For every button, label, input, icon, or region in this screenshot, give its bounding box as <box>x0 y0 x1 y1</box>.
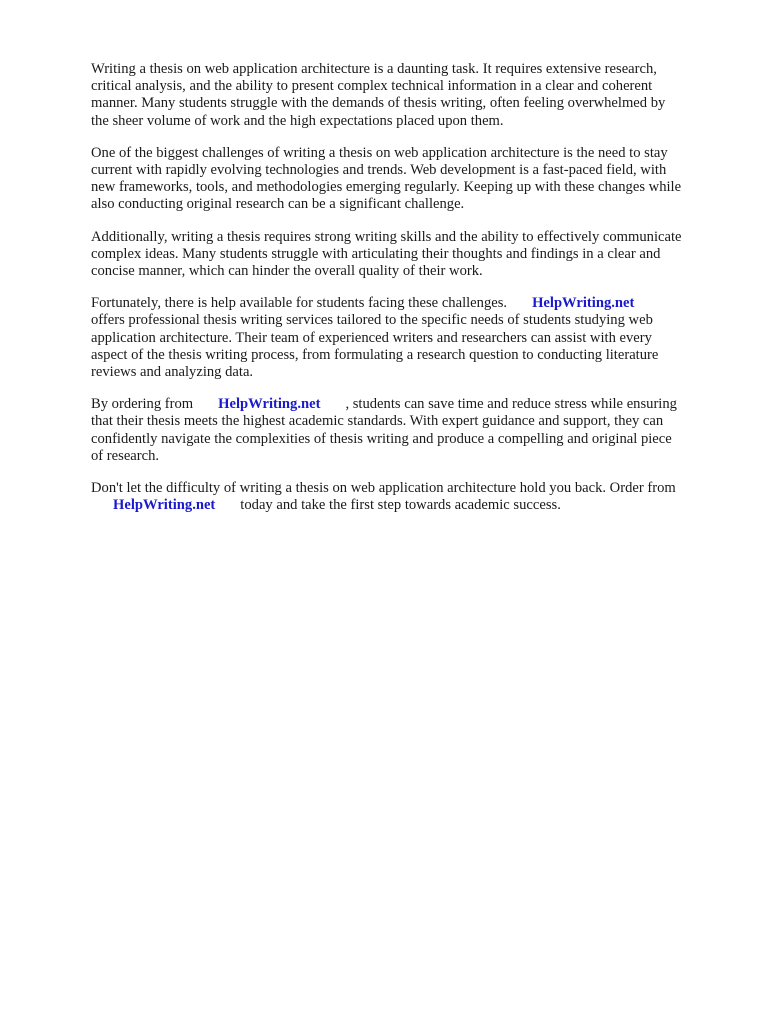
text-fragment: , students can save time and reduce stress while ensuring <box>345 396 677 413</box>
paragraph-challenges <box>91 145 731 214</box>
text-line <box>91 497 731 514</box>
text-fragment: By ordering from <box>91 396 194 413</box>
helpwriting-link[interactable]: HelpWriting.net <box>113 497 216 514</box>
helpwriting-link[interactable]: HelpWriting.net <box>532 295 635 312</box>
paragraph-ordering <box>91 396 731 465</box>
text-line: reviews and analyzing data. <box>91 364 254 381</box>
text-line: Additionally, writing a thesis requires strong writing skills and the ability to effectively communicate <box>91 228 682 245</box>
text-line: of research. <box>91 447 160 464</box>
text-line: complex ideas. Many students struggle with articulating their thoughts and findings in a clear and <box>91 245 661 262</box>
text-line: offers professional thesis writing services tailored to the specific needs of students studying web <box>91 312 653 329</box>
text-line: One of the biggest challenges of writing a thesis on web application architecture is the need to stay <box>91 144 668 161</box>
text-line: that their thesis meets the highest academic standards. With expert guidance and support, they can <box>91 413 664 430</box>
text-fragment: today and take the first step towards academic success. <box>240 497 561 514</box>
text-line <box>91 295 731 312</box>
paragraph-intro <box>91 61 731 130</box>
paragraph-call-to-action <box>91 480 731 514</box>
text-line: application architecture. Their team of experienced writers and researchers can assist with every <box>91 329 652 346</box>
text-line: Writing a thesis on web application architecture is a daunting task. It requires extensive research, <box>91 61 657 77</box>
text-fragment: Fortunately, there is help available for students facing these challenges. <box>91 295 508 312</box>
paragraph-help-available <box>91 295 731 381</box>
text-line: the sheer volume of work and the high expectations placed upon them. <box>91 112 504 129</box>
paragraph-writing-skills <box>91 229 731 281</box>
text-line: also conducting original research can be a significant challenge. <box>91 196 465 213</box>
document-body <box>91 61 731 529</box>
text-line: Don't let the difficulty of writing a thesis on web application architecture hold you back. Order from <box>91 480 676 497</box>
text-line: concise manner, which can hinder the overall quality of their work. <box>91 263 483 280</box>
text-line: critical analysis, and the ability to present complex technical information in a clear and coherent <box>91 78 653 95</box>
text-line: manner. Many students struggle with the demands of thesis writing, often feeling overwhelmed by <box>91 95 666 112</box>
text-line: aspect of the thesis writing process, from formulating a research question to conducting literature <box>91 346 659 363</box>
text-line: confidently navigate the complexities of thesis writing and produce a compelling and original piece <box>91 430 672 447</box>
helpwriting-link[interactable]: HelpWriting.net <box>218 396 321 413</box>
text-line: current with rapidly evolving technologies and trends. Web development is a fast-paced field, with <box>91 162 667 179</box>
text-line: new frameworks, tools, and methodologies emerging regularly. Keeping up with these changes while <box>91 179 682 196</box>
text-line <box>91 396 731 413</box>
